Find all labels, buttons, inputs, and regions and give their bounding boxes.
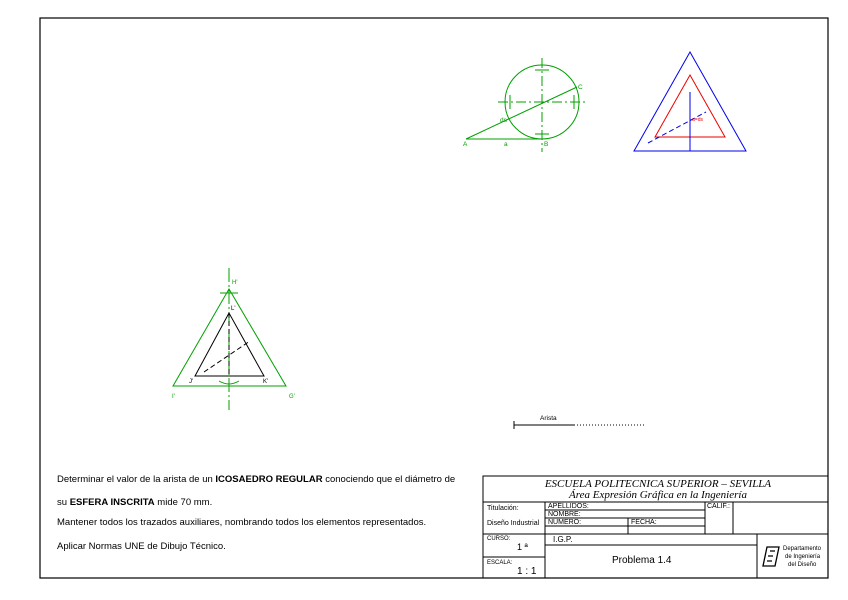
subject-code: I.G.P. xyxy=(553,535,573,544)
construction-labels xyxy=(463,84,583,148)
icosahedron-relation-figure xyxy=(634,52,746,151)
construction-diagram xyxy=(466,58,586,152)
edge-label: Arista xyxy=(540,415,557,422)
label-h-prime: H' xyxy=(232,280,238,286)
label-i-prime: I' xyxy=(172,394,175,400)
label-a-segment: a xyxy=(504,141,508,148)
label-b-point: B xyxy=(544,141,549,148)
department-line-3: del Diseño xyxy=(788,562,817,568)
label-k-prime: K' xyxy=(263,379,269,385)
statement-text: su xyxy=(57,497,70,508)
label-a-point: A xyxy=(463,141,468,148)
titulacion-value: Diseño Industrial xyxy=(487,520,540,527)
curso-label: CURSO: xyxy=(487,536,511,542)
statement-line-3: Mantener todos los trazados auxiliares, nombrando todos los elementos representados. xyxy=(57,517,427,528)
projection-labels xyxy=(172,280,295,400)
department-line-2: de Ingeniería xyxy=(785,554,821,560)
statement-line-2 xyxy=(57,497,212,508)
label-j-prime: J' xyxy=(189,379,194,385)
answer-edge xyxy=(514,415,645,429)
label-ds: ds xyxy=(500,117,507,124)
statement-line-4: Aplicar Normas UNE de Dibujo Técnico. xyxy=(57,541,226,552)
titulacion-label: Titulación: xyxy=(487,505,519,512)
statement-bold: ICOSAEDRO REGULAR xyxy=(215,474,323,485)
label-g-prime: G' xyxy=(289,394,295,400)
apellidos-label: APELLIDOS: xyxy=(548,503,589,510)
department-logo xyxy=(763,547,779,566)
statement-text: conociendo que el diámetro de xyxy=(322,474,456,485)
line-a-c xyxy=(466,87,577,139)
label-c-point: C xyxy=(578,84,583,91)
department-line-1: Departamento xyxy=(783,546,822,552)
label-a-equals-ds: a=ds xyxy=(692,117,703,123)
statement-bold: ESFERA INSCRITA xyxy=(69,497,155,508)
statement-line-1 xyxy=(57,474,455,485)
area-name: Área Expresión Gráfica en la Ingeniería xyxy=(569,489,747,501)
nombre-label: NOMBRE: xyxy=(548,511,581,518)
statement-text: mide 70 mm. xyxy=(154,497,213,508)
curso-value: 1 ª xyxy=(517,542,528,552)
label-l-prime: L' xyxy=(231,306,236,312)
escala-value: 1 : 1 xyxy=(517,566,537,577)
numero-label: NUMERO: xyxy=(548,519,582,526)
school-name: ESCUELA POLITECNICA SUPERIOR – SEVILLA xyxy=(544,478,772,490)
statement-text: Determinar el valor de la arista de un xyxy=(57,474,216,485)
problem-number: Problema 1.4 xyxy=(612,555,672,566)
calif-label: CALIF.: xyxy=(707,503,730,510)
projection-figure xyxy=(173,268,286,410)
fecha-label: FECHA: xyxy=(631,519,657,526)
escala-label: ESCALA: xyxy=(487,560,513,566)
